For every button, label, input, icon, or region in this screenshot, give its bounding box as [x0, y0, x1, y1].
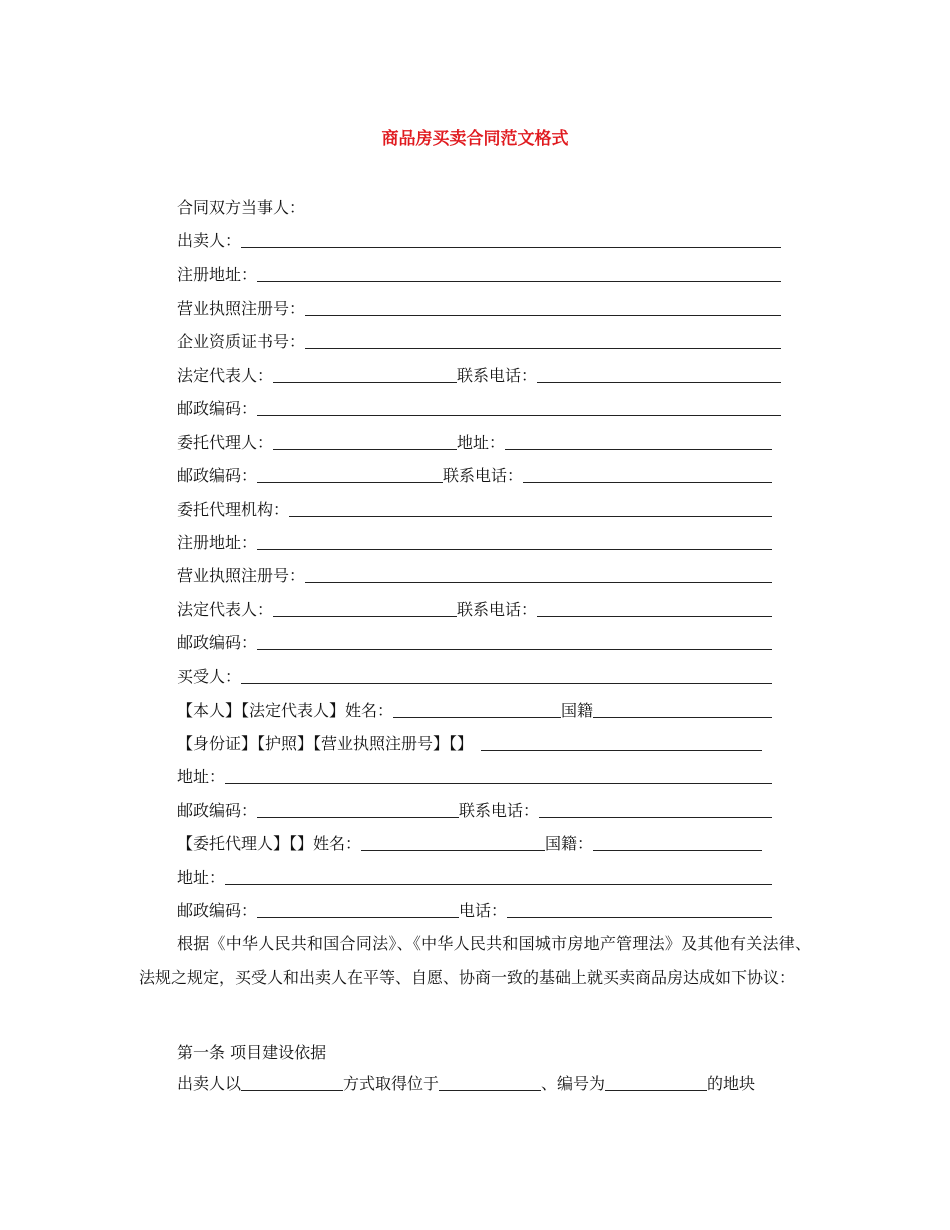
agency-legal-rep-line: 法定代表人： 联系电话： [177, 598, 772, 620]
article-1-line: 出卖人以 方式取得位于 、编号为 的地块 [177, 1074, 756, 1093]
agency-blank[interactable] [289, 516, 772, 517]
buyer-name-blank[interactable] [393, 717, 561, 718]
seller-reg-address-blank[interactable] [257, 281, 781, 282]
buyer-phone-blank[interactable] [539, 817, 772, 818]
seller-postcode-line: 邮政编码： [177, 397, 781, 419]
buyer-name-line: 【本人】【法定代表人】姓名： 国籍 [177, 699, 772, 721]
buyer-nationality-blank[interactable] [593, 717, 772, 718]
buyer-postcode-line: 邮政编码： 联系电话： [177, 799, 772, 821]
article-1-number-blank[interactable] [605, 1090, 707, 1091]
agent-postcode-blank[interactable] [257, 482, 443, 483]
agency-reg-address-line: 注册地址： [177, 531, 772, 553]
agency-line: 委托代理机构： [177, 498, 772, 520]
buyer-address-line: 地址： [177, 765, 772, 787]
agency-reg-address-blank[interactable] [257, 549, 772, 550]
buyer-agent-postcode-line: 邮政编码： 电话： [177, 899, 772, 921]
seller-qualification-blank[interactable] [305, 348, 781, 349]
seller-qualification-line: 企业资质证书号： [177, 330, 781, 352]
seller-blank[interactable] [241, 247, 781, 248]
buyer-agent-address-line: 地址： [177, 866, 772, 888]
article-1-location-blank[interactable] [439, 1090, 541, 1091]
buyer-agent-nationality-blank[interactable] [593, 850, 762, 851]
buyer-agent-address-blank[interactable] [225, 884, 772, 885]
agency-postcode-blank[interactable] [257, 649, 772, 650]
seller-phone-blank[interactable] [537, 382, 781, 383]
buyer-agent-name-blank[interactable] [361, 850, 545, 851]
agency-postcode-line: 邮政编码： [177, 631, 772, 653]
seller-license-blank[interactable] [305, 315, 781, 316]
agency-phone-blank[interactable] [537, 616, 772, 617]
buyer-id-line: 【身份证】【护照】【营业执照注册号】【】 [177, 732, 762, 754]
buyer-id-blank[interactable] [481, 750, 762, 751]
seller-license-line: 营业执照注册号： [177, 297, 781, 319]
agent-line: 委托代理人： 地址： [177, 431, 772, 453]
seller-reg-address-line: 注册地址： [177, 263, 781, 285]
buyer-address-blank[interactable] [225, 783, 772, 784]
buyer-line: 买受人： [177, 665, 772, 687]
buyer-agent-postcode-blank[interactable] [257, 917, 459, 918]
parties-intro: 合同双方当事人： [177, 198, 306, 217]
basis-paragraph: 根据《中华人民共和国合同法》、《中华人民共和国城市房地产管理法》及其他有关法律、法规之规定，买受人和出卖人在平等、自愿、协商一致的基础上就买卖商品房达成如下协议： [139, 934, 811, 987]
agency-license-blank[interactable] [305, 582, 772, 583]
agency-legal-rep-blank[interactable] [273, 616, 457, 617]
agency-license-line: 营业执照注册号： [177, 564, 772, 586]
seller-line: 出卖人： [177, 229, 781, 251]
agent-blank[interactable] [273, 449, 457, 450]
agent-phone-blank[interactable] [523, 482, 772, 483]
seller-legal-rep-line: 法定代表人： 联系电话： [177, 364, 781, 386]
seller-legal-rep-blank[interactable] [273, 382, 457, 383]
document-title: 商品房买卖合同范文格式 [381, 129, 569, 149]
article-1-method-blank[interactable] [241, 1090, 343, 1091]
buyer-postcode-blank[interactable] [257, 817, 459, 818]
buyer-blank[interactable] [241, 683, 772, 684]
agent-postcode-line: 邮政编码： 联系电话： [177, 464, 772, 486]
agent-address-blank[interactable] [505, 449, 772, 450]
buyer-agent-phone-blank[interactable] [507, 917, 772, 918]
seller-postcode-blank[interactable] [257, 415, 781, 416]
article-1-title: 第一条 项目建设依据 [177, 1043, 327, 1062]
buyer-agent-line: 【委托代理人】【】姓名： 国籍： [177, 832, 762, 854]
